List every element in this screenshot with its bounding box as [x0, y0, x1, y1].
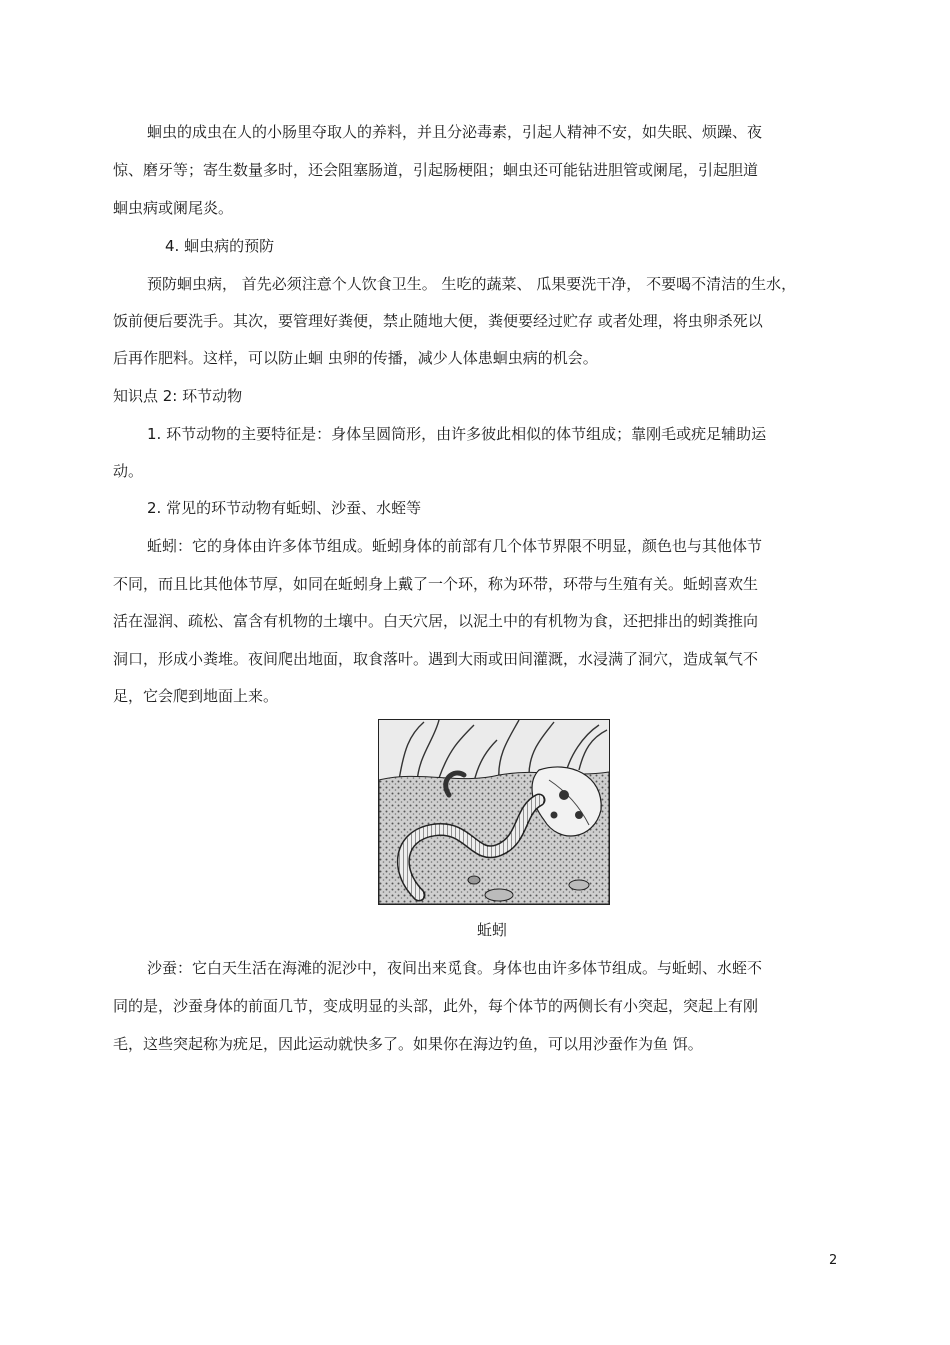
- paragraph-line: 蛔虫病或阑尾炎。: [113, 199, 234, 217]
- paragraph-line: 足，它会爬到地面上来。: [113, 687, 279, 705]
- paragraph-line: 同的是，沙蚕身体的前面几节，变成明显的头部，此外，每个体节的两侧长有小突起，突起上有刚: [113, 997, 759, 1015]
- paragraph-line: 活在湿润、疏松、富含有机物的土壤中。白天穴居，以泥土中的有机物为食，还把排出的蚓粪推向: [113, 612, 759, 630]
- figure-caption: 蚯蚓: [477, 921, 508, 939]
- paragraph-line: 2. 常见的环节动物有蚯蚓、沙蚕、水蛭等: [147, 499, 422, 517]
- earthworm-illustration: [378, 719, 610, 905]
- paragraph-line: 后再作肥料。这样，可以防止蛔 虫卵的传播，减少人体患蛔虫病的机会。: [113, 349, 598, 367]
- knowledge-point-heading: 知识点 2: 环节动物: [113, 387, 243, 405]
- paragraph-line: 洞口，形成小粪堆。夜间爬出地面，取食落叶。遇到大雨或田间灌溉，水浸满了洞穴，造成氧气不: [113, 650, 759, 668]
- paragraph-line: 动。: [113, 462, 144, 480]
- section-heading: 4. 蛔虫病的预防: [165, 237, 275, 255]
- paragraph-line: 蛔虫的成虫在人的小肠里夺取人的养料，并且分泌毒素，引起人精神不安，如失眠、烦躁、夜: [147, 123, 763, 141]
- paragraph-line: 饭前便后要洗手。其次，要管理好粪便，禁止随地大便，粪便要经过贮存 或者处理，将虫卵杀死以: [113, 312, 763, 330]
- paragraph-line: 1. 环节动物的主要特征是：身体呈圆筒形，由许多彼此相似的体节组成；靠刚毛或疣足辅助运: [147, 425, 767, 443]
- paragraph-line: 蚯蚓：它的身体由许多体节组成。蚯蚓身体的前部有几个体节界限不明显，颜色也与其他体节: [147, 537, 763, 555]
- paragraph-line: 沙蚕：它白天生活在海滩的泥沙中，夜间出来觅食。身体也由许多体节组成。与蚯蚓、水蛭不: [147, 959, 763, 977]
- paragraph-line: 预防蛔虫病， 首先必须注意个人饮食卫生。 生吃的蔬菜、 瓜果要洗干净， 不要喝不清洁的生水，: [147, 275, 797, 293]
- page-number: 2: [829, 1253, 838, 1268]
- paragraph-line: 毛，这些突起称为疣足，因此运动就快多了。如果你在海边钓鱼，可以用沙蚕作为鱼 饵。: [113, 1035, 703, 1053]
- paragraph-line: 不同，而且比其他体节厚，如同在蚯蚓身上戴了一个环，称为环带，环带与生殖有关。蚯蚓喜欢生: [113, 575, 759, 593]
- paragraph-line: 惊、磨牙等；寄生数量多时，还会阻塞肠道，引起肠梗阻；蛔虫还可能钻进胆管或阑尾，引起胆道: [113, 161, 759, 179]
